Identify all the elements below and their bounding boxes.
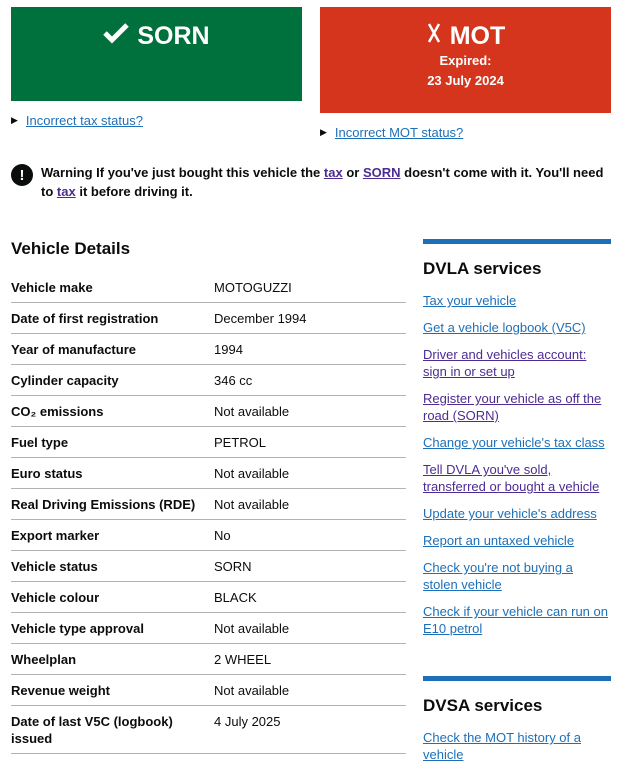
mot-status-box	[320, 7, 611, 113]
detail-value: MOTOGUZZI	[214, 272, 406, 303]
table-row	[11, 675, 406, 706]
table-row	[11, 458, 406, 489]
dvsa-services-panel	[423, 676, 611, 768]
detail-key: Export marker	[11, 520, 214, 551]
dvla-link[interactable]: Register your vehicle as off the road (SORN)	[423, 391, 602, 423]
list-item	[423, 559, 611, 593]
detail-key: Euro status	[11, 458, 214, 489]
detail-value: Not available	[214, 675, 406, 706]
detail-value: 1994	[214, 334, 406, 365]
table-row	[11, 489, 406, 520]
incorrect-tax-status-link[interactable]: ▶ Incorrect tax status?	[11, 113, 143, 128]
detail-key: Date of first registration	[11, 303, 214, 334]
incorrect-mot-status-link[interactable]: ▶ Incorrect MOT status?	[320, 125, 464, 140]
list-item	[423, 292, 611, 309]
table-row	[11, 613, 406, 644]
dvla-link[interactable]: Change your vehicle's tax class	[423, 435, 605, 450]
dvla-link[interactable]: Check you're not buying a stolen vehicle	[423, 560, 573, 592]
table-row	[11, 365, 406, 396]
detail-value: Not available	[214, 613, 406, 644]
detail-value: SORN	[214, 551, 406, 582]
dvla-services-heading: DVLA services	[423, 259, 542, 278]
detail-value: Not available	[214, 489, 406, 520]
table-row	[11, 396, 406, 427]
table-row	[11, 334, 406, 365]
detail-value: December 1994	[214, 303, 406, 334]
list-item	[423, 346, 611, 380]
detail-key: Real Driving Emissions (RDE)	[11, 489, 214, 520]
detail-value: No	[214, 520, 406, 551]
tax-status-label: SORN	[137, 22, 210, 50]
mot-expired-label: Expired:	[439, 53, 492, 68]
mot-expired-date: 23 July 2024	[427, 73, 504, 88]
warning-sorn-link[interactable]: SORN	[362, 165, 401, 180]
check-icon	[103, 21, 129, 51]
list-item	[423, 729, 611, 763]
vehicle-details-heading: Vehicle Details	[11, 239, 131, 258]
triangle-right-icon: ▶	[320, 127, 327, 137]
table-row	[11, 272, 406, 303]
detail-value: PETROL	[214, 427, 406, 458]
detail-key: Cylinder capacity	[11, 365, 214, 396]
dvla-services-panel	[423, 239, 611, 647]
warning-tax-link-2[interactable]: tax	[56, 184, 76, 199]
tax-status-box	[11, 7, 302, 101]
detail-key: Date of last V5C (logbook) issued	[11, 706, 214, 754]
list-item	[423, 505, 611, 522]
warning-tax-link[interactable]: tax	[323, 165, 343, 180]
detail-key: Revenue weight	[11, 675, 214, 706]
list-item	[423, 603, 611, 637]
detail-value: 2 WHEEL	[214, 644, 406, 675]
table-row	[11, 427, 406, 458]
list-item	[423, 390, 611, 424]
triangle-right-icon: ▶	[11, 115, 18, 125]
mot-status-label: MOT	[449, 22, 506, 50]
dvla-link[interactable]: Get a vehicle logbook (V5C)	[423, 320, 586, 335]
dvla-link[interactable]: Tax your vehicle	[423, 293, 517, 308]
detail-value: Not available	[214, 396, 406, 427]
table-row	[11, 520, 406, 551]
detail-key: Vehicle type approval	[11, 613, 214, 644]
dvla-link[interactable]: Tell DVLA you've sold, transferred or bought a vehicle	[423, 462, 600, 494]
detail-value: 346 cc	[214, 365, 406, 396]
list-item	[423, 434, 611, 451]
detail-key: Year of manufacture	[11, 334, 214, 365]
detail-key: CO₂ emissions	[11, 396, 214, 427]
detail-key: Fuel type	[11, 427, 214, 458]
table-row	[11, 582, 406, 613]
cross-icon	[426, 21, 442, 51]
list-item	[423, 319, 611, 336]
detail-value: BLACK	[214, 582, 406, 613]
detail-key: Vehicle status	[11, 551, 214, 582]
dvsa-services-list	[423, 729, 611, 763]
table-row	[11, 551, 406, 582]
table-row	[11, 706, 406, 754]
list-item	[423, 532, 611, 549]
detail-key: Vehicle colour	[11, 582, 214, 613]
dvsa-link[interactable]: Check the MOT history of a vehicle	[423, 730, 581, 762]
dvla-link[interactable]: Update your vehicle's address	[423, 506, 597, 521]
dvla-link[interactable]: Check if your vehicle can run on E10 petrol	[423, 604, 608, 636]
table-row	[11, 644, 406, 675]
list-item	[423, 461, 611, 495]
dvsa-services-heading: DVSA services	[423, 696, 543, 715]
vehicle-details-table	[11, 272, 406, 754]
detail-value: Not available	[214, 458, 406, 489]
warning-text: Warning If you've just bought this vehicle the tax or SORN doesn't come with it. You'll need to tax it before driving it.	[41, 165, 604, 199]
dvla-link[interactable]: Report an untaxed vehicle	[423, 533, 575, 548]
detail-value: 4 July 2025	[214, 706, 406, 754]
warning-notice	[11, 163, 611, 201]
table-row	[11, 303, 406, 334]
dvla-services-list	[423, 292, 611, 637]
detail-key: Wheelplan	[11, 644, 214, 675]
dvla-link[interactable]: Driver and vehicles account: sign in or set up	[423, 347, 587, 379]
exclamation-icon: !	[11, 164, 33, 186]
detail-key: Vehicle make	[11, 272, 214, 303]
